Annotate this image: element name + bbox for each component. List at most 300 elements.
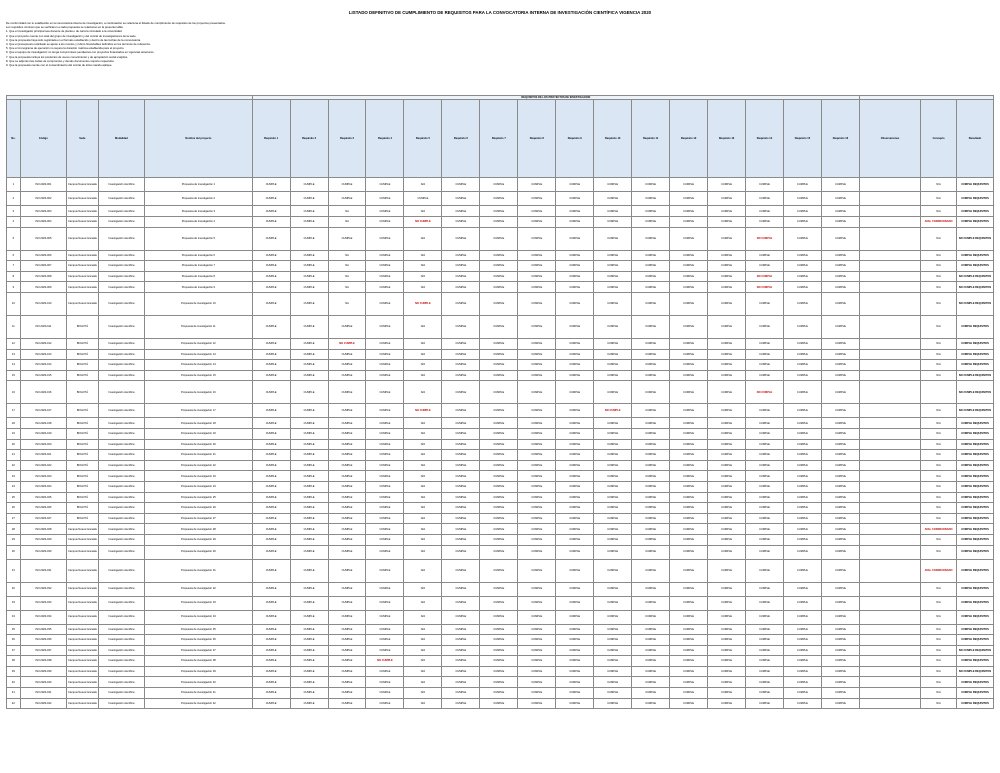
requirement-cell: CUMPLE: [518, 656, 556, 667]
requirement-cell: CUMPLE: [252, 381, 290, 404]
requirement-cell: CUMPLE: [480, 656, 518, 667]
requirement-cell: CUMPLE: [252, 404, 290, 418]
requirement-cell: CUMPLE: [670, 471, 708, 482]
requirement-cell: CUMPLE: [556, 666, 594, 677]
requirement-cell: CUMPLE: [708, 282, 746, 293]
requirement-cell: CUMPLE: [518, 192, 556, 206]
requirement-cell: CUMPLE: [290, 250, 328, 261]
requirement-cell: CUMPLE: [480, 261, 518, 272]
row-code: INV-2020-007: [20, 261, 66, 272]
requirement-cell: CUMPLE: [746, 481, 784, 492]
requirement-cell: CUMPLE: [328, 428, 366, 439]
requirement-cell: CUMPLE: [821, 349, 859, 360]
row-project-name: Propuesta de investigación 40: [145, 677, 253, 688]
row-code: INV-2020-030: [20, 545, 66, 559]
requirement-cell: CUMPLE: [783, 698, 821, 709]
requirement-cell: CUMPLE: [442, 450, 480, 461]
requirement-cell: CUMPLE: [594, 492, 632, 503]
requirement-cell: N/A: [404, 360, 442, 371]
row-concept: N/A: [921, 635, 957, 646]
requirement-cell: CUMPLE: [632, 349, 670, 360]
row-code: INV-2020-001: [20, 178, 66, 192]
table-row: [7, 349, 994, 360]
requirement-cell: CUMPLE: [328, 610, 366, 624]
requirement-cell: CUMPLE: [442, 178, 480, 192]
row-concept: N/A: [921, 492, 957, 503]
requirement-cell: CUMPLE: [480, 271, 518, 282]
requirement-cell: CUMPLE: [783, 534, 821, 545]
intro-line: Los requisitos mínimos que se verificaron a cada propuesta se relacionan en la presente tabla.: [6, 25, 124, 30]
row-modality: Investigación científica: [98, 534, 144, 545]
requirement-cell: CUMPLE: [442, 624, 480, 635]
requirement-cell: CUMPLE: [821, 492, 859, 503]
row-project-name: Propuesta de investigación 25: [145, 492, 253, 503]
table-row: [7, 635, 994, 646]
requirement-cell: CUMPLE: [783, 227, 821, 250]
intro-line: 3. Que la propuesta haya sido registrada en el formato establecido y dentro de las fechas de la convocatoria.: [6, 37, 141, 42]
requirement-cell: CUMPLE: [252, 192, 290, 206]
requirement-cell: CUMPLE: [290, 261, 328, 272]
row-campus: Campus Nueva Granada: [67, 698, 99, 709]
table-row: [7, 261, 994, 272]
requirement-cell: CUMPLE: [708, 666, 746, 677]
requirement-cell: CUMPLE: [366, 582, 404, 596]
requirement-cell: CUMPLE: [556, 492, 594, 503]
row-observations: [860, 635, 921, 646]
row-code: INV-2020-025: [20, 492, 66, 503]
requirement-cell: CUMPLE: [328, 582, 366, 596]
column-header: Requisito 13: [708, 100, 746, 178]
requirement-cell: CUMPLE: [594, 534, 632, 545]
requirement-cell: CUMPLE: [783, 261, 821, 272]
requirement-cell: CUMPLE: [290, 217, 328, 228]
row-result: NO CUMPLE REQUISITOS: [957, 227, 994, 250]
row-campus: BOGOTÁ: [67, 339, 99, 350]
requirement-cell: CUMPLE: [670, 688, 708, 699]
requirement-cell: CUMPLE: [518, 439, 556, 450]
requirement-cell: CUMPLE: [594, 460, 632, 471]
requirement-cell: CUMPLE: [328, 492, 366, 503]
row-code: INV-2020-017: [20, 404, 66, 418]
requirement-cell: CUMPLE: [442, 656, 480, 667]
requirement-cell: CUMPLE: [632, 656, 670, 667]
requirement-cell: CUMPLE: [670, 439, 708, 450]
requirement-cell: CUMPLE: [783, 418, 821, 429]
row-result: NO CUMPLE REQUISITOS: [957, 271, 994, 282]
intro-line: 7. Que la propuesta incluya los productos de nuevo conocimiento y de apropiación social exigidos.: [6, 54, 129, 59]
row-modality: Investigación científica: [98, 206, 144, 217]
requirement-cell: CUMPLE: [366, 492, 404, 503]
requirement-cell: CUMPLE: [290, 624, 328, 635]
requirement-cell: CUMPLE: [821, 439, 859, 450]
requirement-cell: CUMPLE: [518, 316, 556, 339]
row-code: INV-2020-012: [20, 339, 66, 350]
row-concept: N/A: [921, 178, 957, 192]
row-result: CUMPLE REQUISITOS: [957, 450, 994, 461]
requirement-cell: CUMPLE: [290, 635, 328, 646]
requirement-cell: CUMPLE: [366, 471, 404, 482]
requirement-cell: N/A: [404, 635, 442, 646]
requirement-cell: CUMPLE: [670, 381, 708, 404]
requirement-cell: CUMPLE: [632, 624, 670, 635]
requirement-cell: CUMPLE: [821, 688, 859, 699]
table-row: [7, 428, 994, 439]
requirement-cell: CUMPLE: [290, 492, 328, 503]
row-number: 16: [7, 381, 21, 404]
requirement-cell: NA: [328, 271, 366, 282]
requirement-cell: CUMPLE: [480, 206, 518, 217]
requirement-cell: CUMPLE: [708, 503, 746, 514]
requirement-cell: CUMPLE: [670, 250, 708, 261]
table-row: [7, 656, 994, 667]
row-concept: N/A: [921, 206, 957, 217]
requirement-cell: CUMPLE: [746, 418, 784, 429]
requirement-cell: N/A: [404, 206, 442, 217]
requirement-cell: CUMPLE: [252, 596, 290, 610]
requirement-cell: N/A: [404, 261, 442, 272]
requirement-cell: CUMPLE: [518, 677, 556, 688]
row-modality: Investigación científica: [98, 656, 144, 667]
requirement-cell: CUMPLE: [442, 460, 480, 471]
column-header: Requisito 10: [594, 100, 632, 178]
requirement-cell: CUMPLE: [670, 645, 708, 656]
requirement-cell: N/A: [404, 481, 442, 492]
row-result: CUMPLE REQUISITOS: [957, 418, 994, 429]
requirement-cell: CUMPLE: [746, 178, 784, 192]
requirement-cell: CUMPLE: [632, 282, 670, 293]
requirement-cell: N/A: [404, 370, 442, 381]
row-campus: Campus Nueva Granada: [67, 596, 99, 610]
column-header: Requisito 12: [670, 100, 708, 178]
row-code: INV-2020-013: [20, 349, 66, 360]
requirement-cell: CUMPLE: [821, 460, 859, 471]
requirement-cell: CUMPLE: [746, 596, 784, 610]
requirement-cell: CUMPLE: [366, 460, 404, 471]
requirement-cell: CUMPLE: [480, 178, 518, 192]
requirement-cell: CUMPLE: [290, 645, 328, 656]
row-modality: Investigación científica: [98, 582, 144, 596]
requirement-cell: CUMPLE: [480, 439, 518, 450]
requirement-cell: CUMPLE: [632, 450, 670, 461]
requirement-cell: N/A: [404, 178, 442, 192]
row-campus: BOGOTÁ: [67, 316, 99, 339]
row-modality: Investigación científica: [98, 271, 144, 282]
row-code: INV-2020-010: [20, 293, 66, 316]
row-project-name: Propuesta de investigación 5: [145, 227, 253, 250]
requirement-cell: CUMPLE: [366, 192, 404, 206]
requirement-cell: CUMPLE: [594, 559, 632, 582]
requirement-cell: CUMPLE: [480, 293, 518, 316]
requirement-cell: CUMPLE: [556, 227, 594, 250]
table-row: [7, 439, 994, 450]
requirement-cell: CUMPLE: [290, 404, 328, 418]
requirement-cell: CUMPLE: [518, 349, 556, 360]
requirement-cell: CUMPLE: [594, 698, 632, 709]
requirement-cell: CUMPLE: [746, 450, 784, 461]
requirement-cell: CUMPLE: [708, 524, 746, 535]
requirement-cell: N/A: [404, 428, 442, 439]
requirement-cell: CUMPLE: [518, 418, 556, 429]
requirement-cell: CUMPLE: [632, 596, 670, 610]
requirement-cell: CUMPLE: [670, 481, 708, 492]
requirement-cell: CUMPLE: [594, 688, 632, 699]
row-concept: N/A: [921, 596, 957, 610]
requirement-cell: CUMPLE: [480, 677, 518, 688]
requirement-cell: CUMPLE: [783, 428, 821, 439]
requirement-cell: CUMPLE: [290, 370, 328, 381]
requirement-cell: CUMPLE: [821, 635, 859, 646]
requirement-cell: CUMPLE: [594, 666, 632, 677]
row-campus: Campus Nueva Granada: [67, 645, 99, 656]
requirement-cell: CUMPLE: [670, 513, 708, 524]
row-number: 35: [7, 624, 21, 635]
requirement-cell: CUMPLE: [252, 439, 290, 450]
requirement-cell: CUMPLE: [746, 404, 784, 418]
requirement-cell: CUMPLE: [328, 503, 366, 514]
requirement-cell: CUMPLE: [708, 471, 746, 482]
requirement-cell: CUMPLE: [252, 271, 290, 282]
row-modality: Investigación científica: [98, 513, 144, 524]
requirement-cell: CUMPLE: [708, 656, 746, 667]
row-observations: [860, 206, 921, 217]
row-number: 6: [7, 250, 21, 261]
requirement-cell: CUMPLE: [480, 635, 518, 646]
requirement-cell: CUMPLE: [594, 610, 632, 624]
requirement-cell: CUMPLE: [328, 450, 366, 461]
requirement-cell: CUMPLE: [783, 635, 821, 646]
requirement-cell: CUMPLE: [708, 645, 746, 656]
row-concept: N/A: [921, 582, 957, 596]
table-row: [7, 596, 994, 610]
requirement-cell: N/A: [404, 666, 442, 677]
requirement-cell: CUMPLE: [328, 178, 366, 192]
requirement-cell: CUMPLE: [670, 677, 708, 688]
requirement-cell: CUMPLE: [594, 418, 632, 429]
row-number: 33: [7, 596, 21, 610]
requirement-cell: CUMPLE: [252, 645, 290, 656]
row-modality: Investigación científica: [98, 381, 144, 404]
row-modality: Investigación científica: [98, 596, 144, 610]
row-concept: N/A: [921, 349, 957, 360]
row-campus: BOGOTÁ: [67, 404, 99, 418]
requirement-cell: CUMPLE: [670, 492, 708, 503]
row-number: 14: [7, 360, 21, 371]
row-campus: Campus Nueva Granada: [67, 261, 99, 272]
requirement-cell: CUMPLE: [366, 418, 404, 429]
requirement-cell: CUMPLE: [632, 492, 670, 503]
row-project-name: Propuesta de investigación 38: [145, 656, 253, 667]
row-campus: Campus Nueva Granada: [67, 656, 99, 667]
requirement-cell: CUMPLE: [632, 439, 670, 450]
row-modality: Investigación científica: [98, 610, 144, 624]
requirement-cell: N/A: [404, 545, 442, 559]
requirement-cell: CUMPLE: [783, 596, 821, 610]
row-number: 2: [7, 192, 21, 206]
requirement-cell: CUMPLE: [594, 582, 632, 596]
requirement-cell: CUMPLE: [783, 656, 821, 667]
requirement-cell: N/A: [404, 450, 442, 461]
row-concept: AVAL CONDICIONADO: [921, 524, 957, 535]
requirement-cell: CUMPLE: [366, 428, 404, 439]
row-modality: Investigación científica: [98, 404, 144, 418]
requirement-cell: CUMPLE: [556, 206, 594, 217]
requirement-cell: CUMPLE: [556, 428, 594, 439]
requirement-cell: CUMPLE: [632, 404, 670, 418]
requirement-cell: CUMPLE: [252, 534, 290, 545]
requirement-cell: CUMPLE: [518, 428, 556, 439]
row-observations: [860, 282, 921, 293]
requirement-cell: CUMPLE: [252, 206, 290, 217]
row-campus: BOGOTÁ: [67, 503, 99, 514]
requirement-cell: CUMPLE: [252, 349, 290, 360]
requirement-cell: CUMPLE: [366, 261, 404, 272]
requirement-cell: CUMPLE: [783, 492, 821, 503]
requirement-cell: CUMPLE: [252, 559, 290, 582]
requirement-cell: CUMPLE: [821, 677, 859, 688]
requirement-cell: CUMPLE: [442, 316, 480, 339]
row-number: 8: [7, 271, 21, 282]
requirement-cell: CUMPLE: [632, 316, 670, 339]
requirement-cell: CUMPLE: [708, 481, 746, 492]
requirement-cell: CUMPLE: [708, 360, 746, 371]
table-row: [7, 381, 994, 404]
requirement-cell: CUMPLE: [708, 381, 746, 404]
requirement-cell: CUMPLE: [783, 360, 821, 371]
requirement-cell: CUMPLE: [328, 624, 366, 635]
requirement-cell: CUMPLE: [518, 610, 556, 624]
row-result: CUMPLE REQUISITOS: [957, 471, 994, 482]
requirement-cell: CUMPLE: [252, 418, 290, 429]
row-campus: BOGOTÁ: [67, 360, 99, 371]
requirement-cell: CUMPLE: [632, 381, 670, 404]
row-concept: N/A: [921, 471, 957, 482]
requirement-cell: CUMPLE: [746, 192, 784, 206]
row-code: INV-2020-032: [20, 582, 66, 596]
requirement-cell: N/A: [404, 656, 442, 667]
requirement-cell: CUMPLE: [328, 559, 366, 582]
requirement-cell: CUMPLE: [783, 250, 821, 261]
requirement-cell: CUMPLE: [746, 610, 784, 624]
requirement-cell: CUMPLE: [746, 439, 784, 450]
requirement-cell: CUMPLE: [366, 370, 404, 381]
row-concept: N/A: [921, 610, 957, 624]
requirement-cell: CUMPLE: [783, 271, 821, 282]
requirement-cell: CUMPLE: [632, 460, 670, 471]
row-code: INV-2020-003: [20, 206, 66, 217]
column-header: Requisito 15: [783, 100, 821, 178]
row-result: CUMPLE REQUISITOS: [957, 217, 994, 228]
requirement-cell: CUMPLE: [328, 471, 366, 482]
row-observations: [860, 460, 921, 471]
requirement-cell: CUMPLE: [442, 582, 480, 596]
requirement-cell: CUMPLE: [556, 559, 594, 582]
row-observations: [860, 439, 921, 450]
requirement-cell: CUMPLE: [821, 596, 859, 610]
requirement-cell: CUMPLE: [556, 677, 594, 688]
row-modality: Investigación científica: [98, 178, 144, 192]
column-header: No.: [7, 100, 21, 178]
requirement-cell: CUMPLE: [252, 250, 290, 261]
requirement-cell: CUMPLE: [708, 596, 746, 610]
row-number: 38: [7, 656, 21, 667]
row-project-name: Propuesta de investigación 34: [145, 610, 253, 624]
row-number: 19: [7, 428, 21, 439]
requirement-cell: CUMPLE: [821, 645, 859, 656]
requirement-cell: CUMPLE: [480, 192, 518, 206]
row-modality: Investigación científica: [98, 677, 144, 688]
row-observations: [860, 227, 921, 250]
column-header: Observaciones: [860, 100, 921, 178]
row-number: 32: [7, 582, 21, 596]
row-modality: Investigación científica: [98, 460, 144, 471]
table-row: [7, 645, 994, 656]
requirement-cell: CUMPLE: [670, 271, 708, 282]
requirement-cell: CUMPLE: [480, 471, 518, 482]
requirement-cell: CUMPLE: [708, 534, 746, 545]
requirement-cell: CUMPLE: [708, 610, 746, 624]
row-number: 30: [7, 545, 21, 559]
requirement-cell: CUMPLE: [366, 439, 404, 450]
row-concept: N/A: [921, 624, 957, 635]
table-row: [7, 460, 994, 471]
requirement-cell: CUMPLE: [366, 624, 404, 635]
row-concept: N/A: [921, 418, 957, 429]
requirement-cell: CUMPLE: [442, 404, 480, 418]
row-campus: Campus Nueva Granada: [67, 282, 99, 293]
requirement-cell: CUMPLE: [708, 178, 746, 192]
requirement-cell: CUMPLE: [442, 428, 480, 439]
requirement-cell: CUMPLE: [442, 524, 480, 535]
table-row: [7, 227, 994, 250]
requirement-cell: NA: [328, 282, 366, 293]
table-row: [7, 677, 994, 688]
requirement-cell: CUMPLE: [670, 178, 708, 192]
row-concept: N/A: [921, 339, 957, 350]
row-observations: [860, 370, 921, 381]
requirement-cell: CUMPLE: [366, 316, 404, 339]
requirement-cell: CUMPLE: [746, 645, 784, 656]
requirement-cell: CUMPLE: [480, 545, 518, 559]
requirement-cell: CUMPLE: [366, 178, 404, 192]
requirement-cell: N/A: [404, 339, 442, 350]
requirement-cell: CUMPLE: [556, 282, 594, 293]
requirement-cell: CUMPLE: [480, 534, 518, 545]
requirement-cell: CUMPLE: [442, 481, 480, 492]
requirement-cell: CUMPLE: [708, 513, 746, 524]
row-project-name: Propuesta de investigación 8: [145, 271, 253, 282]
requirement-cell: CUMPLE: [556, 524, 594, 535]
requirement-cell: CUMPLE: [366, 559, 404, 582]
row-observations: [860, 271, 921, 282]
requirement-cell: N/A: [404, 677, 442, 688]
requirement-cell: CUMPLE: [290, 381, 328, 404]
requirement-cell: CUMPLE: [746, 677, 784, 688]
row-project-name: Propuesta de investigación 33: [145, 596, 253, 610]
requirement-cell: CUMPLE: [783, 559, 821, 582]
requirement-cell: CUMPLE: [366, 282, 404, 293]
requirement-cell: CUMPLE: [746, 635, 784, 646]
requirement-cell: CUMPLE: [290, 293, 328, 316]
row-campus: BOGOTÁ: [67, 349, 99, 360]
requirement-cell: CUMPLE: [328, 316, 366, 339]
row-number: 4: [7, 217, 21, 228]
requirement-cell: CUMPLE: [670, 360, 708, 371]
requirement-cell: CUMPLE: [518, 503, 556, 514]
requirement-cell: CUMPLE: [746, 688, 784, 699]
requirement-cell: CUMPLE: [594, 192, 632, 206]
requirement-cell: CUMPLE: [442, 503, 480, 514]
requirement-cell: N/A: [404, 381, 442, 404]
